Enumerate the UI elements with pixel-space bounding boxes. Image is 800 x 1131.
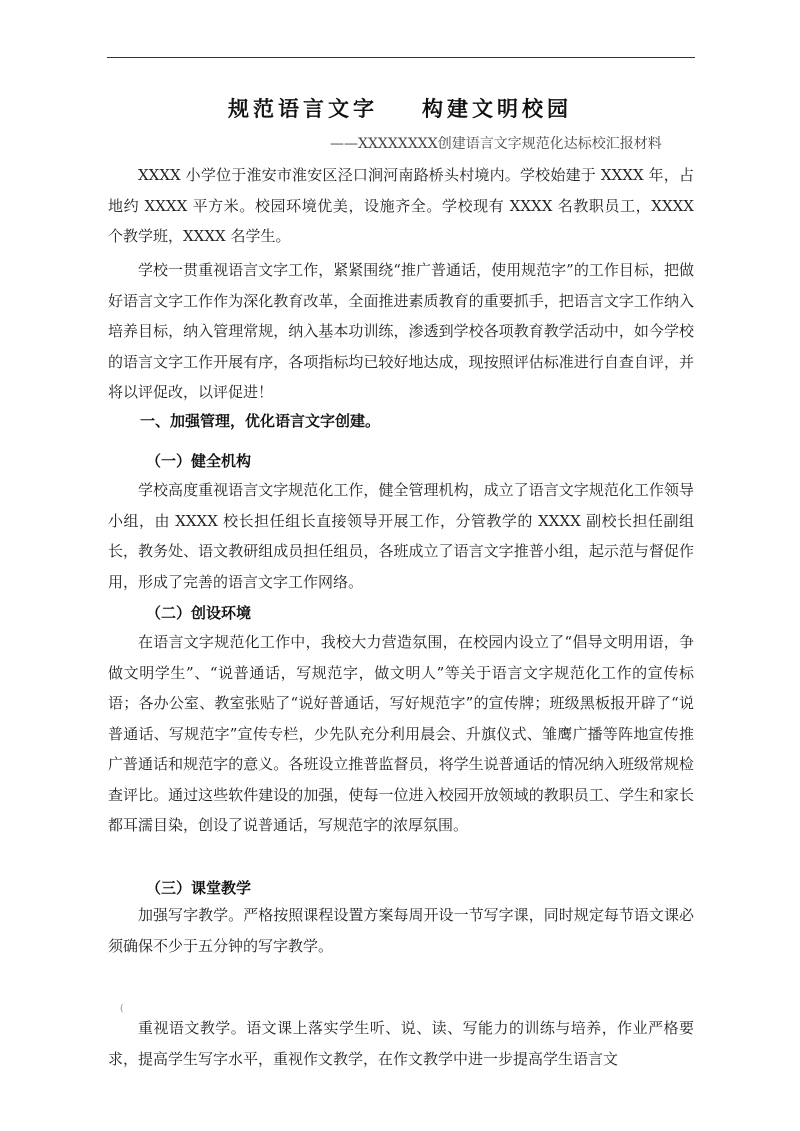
intro-paragraph-2: 学校一贯重视语言文字工作，紧紧围绕“推广普通话，使用规范字”的工作目标，把做好语言文字工作作为深化教育改革，全面推进素质教育的重要抓手，把语言文字工作纳入培养目标，纳入管理常规，纳入基本功训练，渗透到学校各项教育教学活动中，如今学校的语言文字工作开展有序，各项指标均已较好地达成，现按照评估标准进行自查自评，并将以评促改，以评促进！ [108, 261, 694, 401]
intro-paragraph-1: XXXX 小学位于淮安市淮安区泾口涧河南路桥头村境内。学校始建于 XXXX 年，占地约 XXXX 平方米。校园环境优美，设施齐全。学校现有 XXXX 名教职员工，XXXX 个教学班，XXXX 名学生。 [108, 166, 694, 245]
section-1-heading: 一、加强管理，优化语言文字创建。 [140, 412, 381, 430]
subsection-3-paragraph-2: 重视语文教学。语文课上落实学生听、说、读、写能力的训练与培养，作业严格要求，提高学生写字水平，重视作文教学，在作文教学中进一步提高学生语言文 [108, 1019, 694, 1068]
title-part-2: 构建文明校园 [422, 97, 572, 121]
document-subtitle: ——XXXXXXXX创建语言文字规范化达标校汇报材料 [330, 136, 662, 152]
header-rule [107, 57, 695, 58]
subsection-3-heading: （三）课堂教学 [146, 879, 252, 897]
document-title [0, 93, 800, 123]
subsection-2-heading: （二）创设环境 [146, 604, 252, 622]
title-part-1: 规范语言文字 [228, 97, 378, 121]
subsection-3-paragraph-1: 加强写字教学。严格按照课程设置方案每周开设一节写字课，同时规定每节语文课必须确保不少于五分钟的写字教学。 [108, 906, 694, 955]
subsection-2-paragraph: 在语言文字规范化工作中，我校大力营造氛围，在校园内设立了“倡导文明用语，争做文明学生”、“说普通话，写规范字，做文明人”等关于语言文字规范化工作的宣传标语；各办公室、教室张贴了“说好普通话，写好规范字”的宣传牌；班级黑板报开辟了“说普通话、写规范字”宣传专栏，少先队充分利用晨会、升旗仪式、雏鹰广播等阵地宣传推广普通话和规范字的意义。各班设立推普监督员，将学生说普通话的情况纳入班级常规检查评比。通过这些软件建设的加强，使每一位进入校园开放领域的教职员工、学生和家长都耳濡目染，创设了说普通话，写规范字的浓厚氛围。 [108, 633, 694, 834]
subsection-1-heading: （一）健全机构 [146, 452, 252, 470]
subsection-1-paragraph: 学校高度重视语言文字规范化工作，健全管理机构，成立了语言文字规范化工作领导小组，由 XXXX 校长担任组长直接领导开展工作，分管教学的 XXXX 副校长担任副组长，教务处、语文教研组成员担任组员，各班成立了语言文字推普小组，起示范与督促作用，形成了完善的语言文字工作网络。 [108, 481, 694, 591]
stray-mark: ( [120, 1004, 124, 1014]
